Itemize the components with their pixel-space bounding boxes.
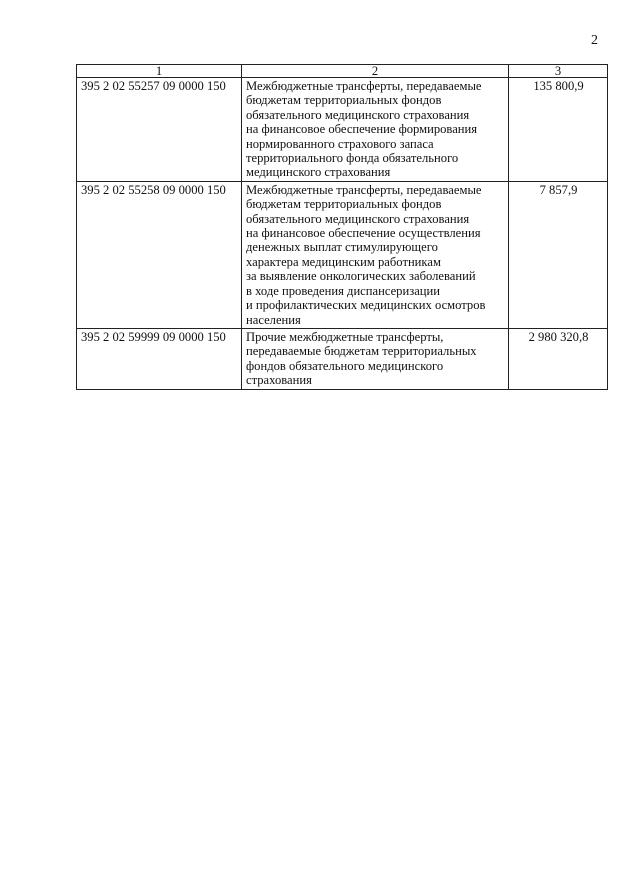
description-line: Межбюджетные трансферты, передаваемые: [246, 79, 482, 93]
description-line: медицинского страхования: [246, 165, 391, 180]
description-line: нормированного страхового запаса: [246, 136, 434, 151]
description-line: бюджетам территориальных фондов: [246, 93, 442, 108]
column-number-row: [77, 65, 608, 78]
transfer-description: [242, 78, 509, 182]
transfer-description: [242, 328, 509, 389]
description-line: территориального фонда обязательного: [246, 151, 459, 166]
description-line: фондов обязательного медицинского: [246, 358, 444, 373]
description-line: характера медицинским работникам: [246, 254, 441, 269]
description-line: и профилактических медицинских осмотров: [246, 298, 486, 313]
description-line: передаваемые бюджетам территориальных: [246, 344, 477, 359]
budget-code: 395 2 02 55258 09 0000 150: [77, 181, 242, 328]
column-number-3: 3: [509, 65, 608, 78]
description-line: Межбюджетные трансферты, передаваемые: [246, 182, 482, 197]
table-row: [77, 181, 608, 328]
column-number-1: 1: [77, 65, 242, 78]
description-line: денежных выплат стимулирующего: [246, 240, 438, 255]
table-row: [77, 78, 608, 182]
description-line: населения: [246, 312, 301, 327]
amount-value: 135 800,9: [509, 78, 608, 182]
table-row: [77, 328, 608, 389]
page-number: 2: [591, 33, 598, 48]
description-line: на финансовое обеспечение осуществления: [246, 226, 481, 241]
description-line: бюджетам территориальных фондов: [246, 197, 442, 212]
description-line: обязательного медицинского страхования: [246, 107, 470, 122]
description-line: в ходе проведения диспансеризации: [246, 283, 440, 298]
budget-code: 395 2 02 59999 09 0000 150: [77, 328, 242, 389]
amount-value: 2 980 320,8: [509, 328, 608, 389]
budget-table: [76, 64, 608, 390]
description-line: Прочие межбюджетные трансферты,: [246, 329, 444, 344]
column-number-2: 2: [242, 65, 509, 78]
description-line: за выявление онкологических заболеваний: [246, 269, 476, 284]
description-line: страхования: [246, 373, 312, 388]
budget-code: 395 2 02 55257 09 0000 150: [77, 78, 242, 182]
amount-value: 7 857,9: [509, 181, 608, 328]
transfer-description: [242, 181, 509, 328]
description-line: обязательного медицинского страхования: [246, 211, 470, 226]
description-line: на финансовое обеспечение формирования: [246, 122, 478, 137]
